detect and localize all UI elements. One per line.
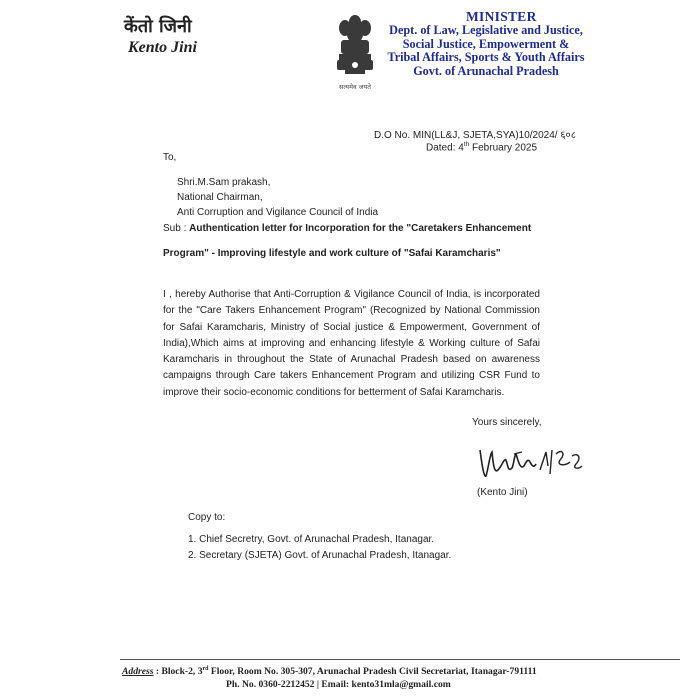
- hindi-name: केंतो जिनी: [124, 16, 192, 37]
- recipient-org: Anti Corruption and Vigilance Council of India: [177, 207, 379, 218]
- address-sup: rd: [202, 666, 209, 672]
- copy-to-list: [188, 532, 451, 563]
- english-name: Kento Jini: [128, 39, 197, 56]
- body-paragraph: I , hereby Authorise that Anti-Corruption & Vigilance Council of India, is incorporated for the "Care Takers Enhancement Program" (Recognized by National Commission for Safai Karamcharis, Ministry of Social justice & Empowerment, Government of India),Which aims at improving and enhancing lifestyle & Working culture of Safai Karamcharis in throughout the State of Arunachal Pradesh based on awareness campaigns through Care takers Enhancement Program and utilizing CSR Fund to improve their socio-economic conditions for betterment of Safai Karamcharis.: [163, 289, 540, 398]
- subject: [163, 216, 543, 266]
- signatory-name: (Kento Jini): [477, 487, 528, 498]
- dept-line: Dept. of Law, Legislative and Justice,: [389, 23, 583, 37]
- copy-to-item: 1. Chief Secretry, Govt. of Arunachal Pradesh, Itanagar.: [188, 534, 435, 545]
- minister-title: MINISTER: [466, 9, 537, 24]
- footer-divider: [120, 659, 680, 660]
- address-pre: : Block-2, 3: [153, 666, 203, 678]
- department-block: [371, 24, 601, 78]
- recipient-name: Shri.M.Sam prakash,: [177, 177, 271, 188]
- copy-to-item: 2. Secretary (SJETA) Govt. of Arunachal Pradesh, Itanagar.: [188, 549, 452, 561]
- to-label: To,: [163, 152, 177, 163]
- signature: [476, 440, 586, 485]
- date-sup: th: [463, 141, 470, 148]
- subject-line-2: Program" - Improving lifestyle and work culture of "Safai Karamcharis": [163, 248, 501, 259]
- closing: Yours sincerely,: [472, 417, 542, 428]
- address-post: Floor, Room No. 305-307, Arunachal Pradesh Civil Secretariat, Itanagar-791111: [208, 666, 537, 678]
- footer-contact: Ph. No. 0360-2212452 | Email: kento31mla@gmail.com: [226, 679, 451, 690]
- dept-line: Govt. of Arunachal Pradesh: [413, 63, 559, 78]
- dept-line: Tribal Affairs, Sports & Youth Affairs: [387, 50, 585, 65]
- footer-address: [122, 666, 537, 677]
- emblem-motto: सत्यमेव जयते: [339, 83, 371, 91]
- date-line: [426, 141, 537, 153]
- dept-line: Social Justice, Empowerment &: [402, 36, 570, 51]
- date-prefix: Dated: 4: [426, 142, 464, 154]
- subject-prefix: Sub :: [163, 223, 190, 234]
- copy-to-heading: Copy to:: [188, 512, 226, 523]
- date-suffix: February 2025: [469, 142, 538, 154]
- subject-line-1: Authentication letter for Incorporation for the "Caretakers Enhancement: [189, 223, 532, 234]
- recipient-designation: National Chairman,: [177, 192, 263, 203]
- do-number: D.O No. MIN(LL&J, SJETA,SYA)10/2024/ ६०८: [374, 130, 576, 141]
- recipient-address: [177, 175, 378, 220]
- address-label: Address: [122, 666, 154, 678]
